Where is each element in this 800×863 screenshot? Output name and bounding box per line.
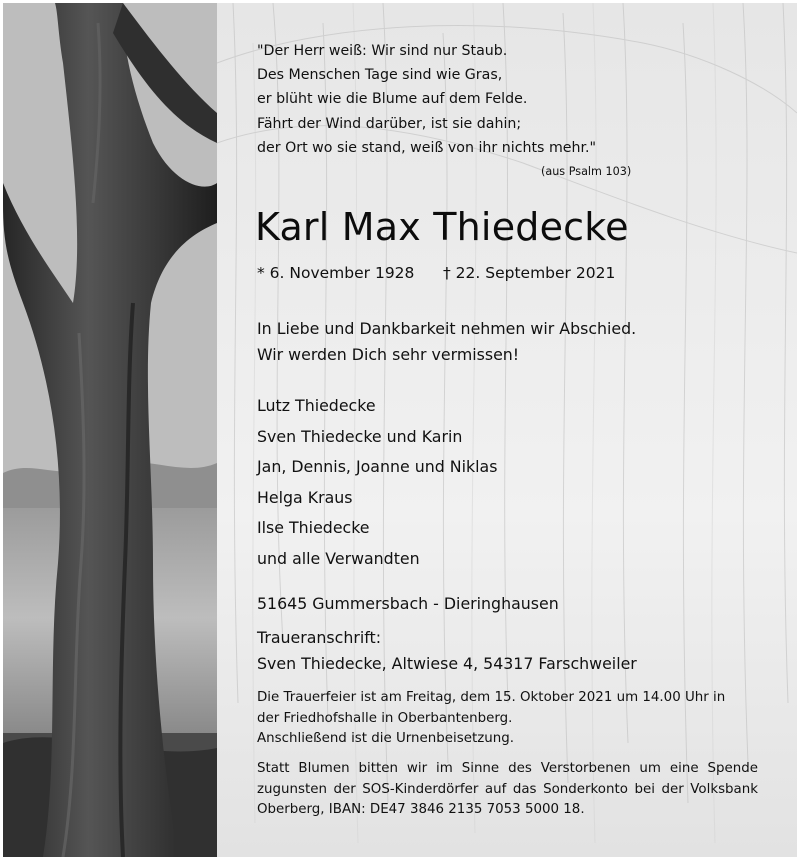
psalm-line: Fährt der Wind darüber, ist sie dahin; bbox=[257, 115, 522, 132]
mourner-name: und alle Verwandten bbox=[257, 548, 420, 568]
psalm-line: der Ort wo sie stand, weiß von ihr nichts mehr." bbox=[257, 139, 597, 156]
psalm-line: "Der Herr weiß: Wir sind nur Staub. bbox=[257, 43, 508, 59]
ceremony-info bbox=[257, 688, 758, 750]
donation-line: Oberberg, IBAN: DE47 3846 2135 7053 5000 18. bbox=[257, 802, 585, 817]
mourner-name: Jan, Dennis, Joanne und Niklas bbox=[257, 457, 498, 476]
donation-line: zugunsten der SOS-Kinderdörfer auf das Sonderkonto bei der Volksbank bbox=[257, 781, 758, 797]
donation-info bbox=[257, 759, 758, 821]
mourner-name: Ilse Thiedecke bbox=[257, 518, 370, 537]
farewell-line: In Liebe und Dankbarkeit nehmen wir Abschied. bbox=[257, 319, 637, 338]
ceremony-line: der Friedhofshalle in Oberbantenberg. bbox=[257, 710, 513, 726]
mourner-name: Sven Thiedecke und Karin bbox=[257, 426, 463, 446]
donation-line: Statt Blumen bitten wir im Sinne des Verstorbenen um eine Spende bbox=[257, 761, 758, 776]
psalm-line: Des Menschen Tage sind wie Gras, bbox=[257, 67, 503, 84]
mourners-list bbox=[257, 391, 497, 574]
psalm-source: (aus Psalm 103) bbox=[541, 165, 632, 178]
mourner-name: Lutz Thiedecke bbox=[257, 396, 376, 415]
address-value: Sven Thiedecke, Altwiese 4, 54317 Farschweiler bbox=[257, 653, 637, 673]
psalm-quote bbox=[257, 39, 596, 160]
location: 51645 Gummersbach - Dieringhausen bbox=[257, 594, 559, 613]
ceremony-line: Anschließend ist die Urnenbeisetzung. bbox=[257, 731, 514, 746]
obituary-card bbox=[3, 3, 797, 857]
mourner-name: Helga Kraus bbox=[257, 487, 353, 507]
address-label: Traueranschrift: bbox=[257, 628, 382, 647]
life-dates bbox=[257, 264, 616, 282]
mourning-address bbox=[257, 625, 637, 676]
death-date: † 22. September 2021 bbox=[443, 264, 616, 282]
deceased-name: Karl Max Thiedecke bbox=[255, 205, 629, 249]
farewell-message bbox=[257, 316, 636, 367]
farewell-line: Wir werden Dich sehr vermissen! bbox=[257, 344, 520, 364]
psalm-line: er blüht wie die Blume auf dem Felde. bbox=[257, 91, 528, 108]
birth-date: * 6. November 1928 bbox=[257, 264, 415, 282]
ceremony-line: Die Trauerfeier ist am Freitag, dem 15. Oktober 2021 um 14.00 Uhr in bbox=[257, 690, 726, 705]
